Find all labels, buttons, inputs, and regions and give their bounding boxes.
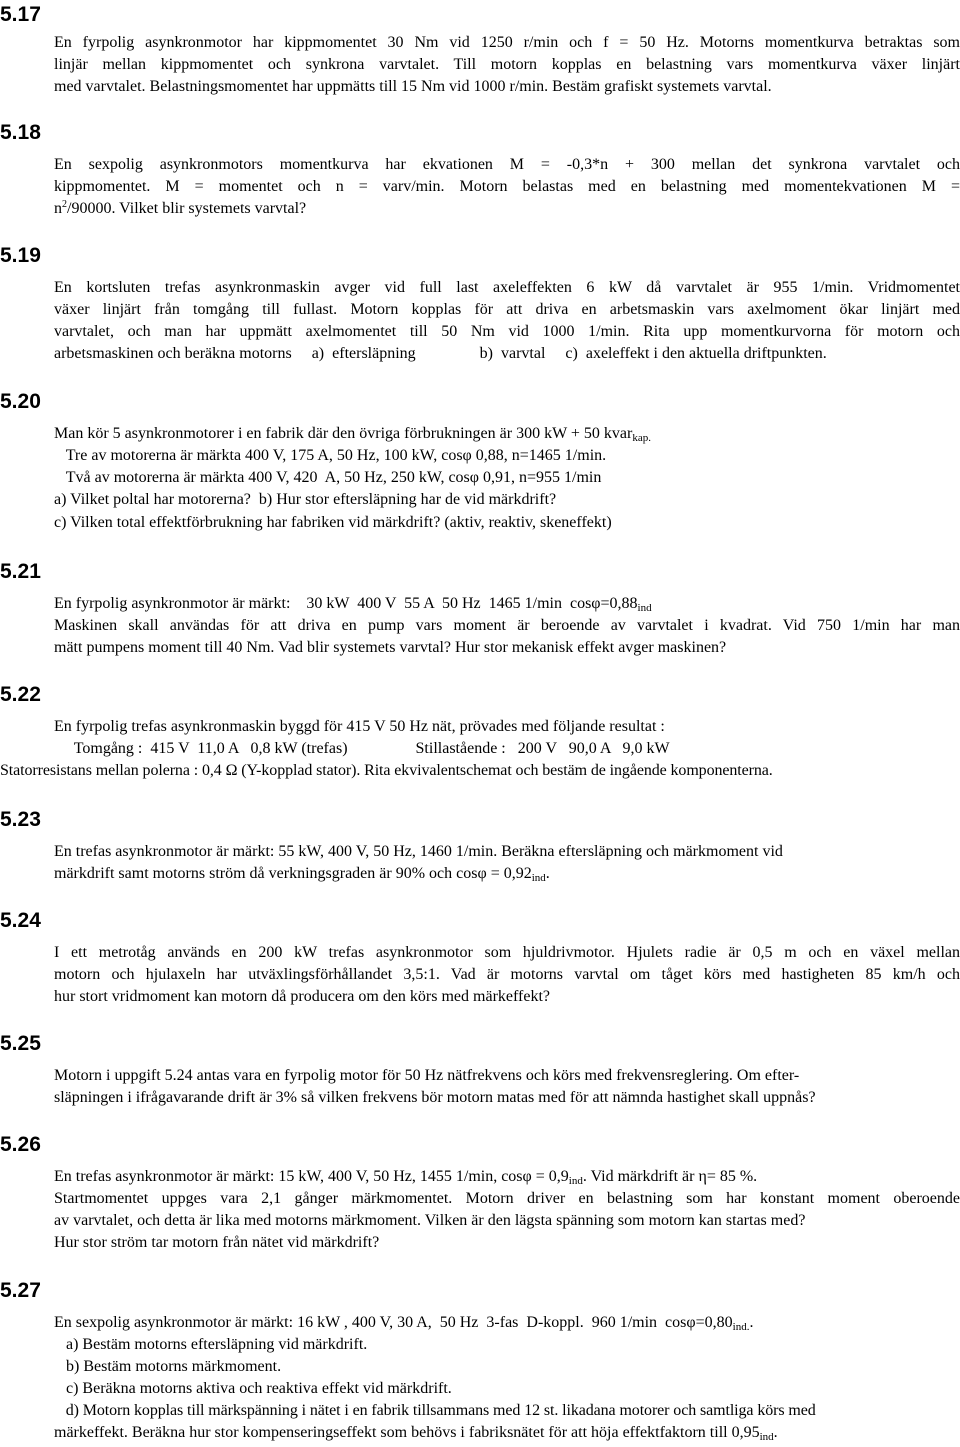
- problem-5-21-line-3: mätt pumpens moment till 40 Nm. Vad blir systemets varvtal? Hur stor mekanisk effekt avger maskinen?: [54, 639, 727, 656]
- problem-5-23-line-1: En trefas asynkronmotor är märkt: 55 kW, 400 V, 50 Hz, 1460 1/min. Beräkna eftersläpning och märkmoment vid: [54, 843, 783, 860]
- line-pre: En trefas asynkronmotor är märkt: 15 kW, 400 V, 50 Hz, 1455 1/min, cosφ = 0,9: [54, 1168, 569, 1185]
- problem-5-17-line-1: En fyrpolig asynkronmotor har kippmomentet 30 Nm vid 1250 r/min och f = 50 Hz. Motorns momentkurva betraktas som: [54, 34, 960, 51]
- line-sub: ind: [637, 602, 652, 614]
- problem-number-5-19: 5.19: [0, 244, 41, 267]
- line-sub: kap.: [632, 432, 651, 444]
- problem-5-24-line-2: motorn och hjulaxeln har utväxlingsförhållandet 3,5:1. Vad är motorns varvtal om tåget körs med hastigheten 85 km/h och: [54, 966, 960, 983]
- problem-5-27-line-5: d) Motorn kopplas till märkspänning i nätet i en fabrik tillsammans med 12 st. likadana motorer och samtliga körs med: [54, 1402, 816, 1419]
- problem-5-27-line-3: b) Bestäm motorns märkmoment.: [54, 1358, 282, 1375]
- problem-5-25-line-2: släpningen i ifrågavarande drift är 3% så vilken frekvens bör motorn matas med för att nämnda hastighet skall uppnås?: [54, 1089, 816, 1106]
- problem-number-5-24: 5.24: [0, 909, 41, 932]
- line-pre: En fyrpolig asynkronmotor är märkt: 30 kW 400 V 55 A 50 Hz 1465 1/min cosφ=0,88: [54, 595, 638, 612]
- problem-5-20-line-5: c) Vilken total effektförbrukning har fabriken vid märkdrift? (aktiv, reaktiv, skeneffekt): [54, 514, 612, 531]
- problem-5-17-line-2: linjär mellan kippmomentet och synkrona varvtalet. Till motorn kopplas en belastning vars momentkurva växer linjärt: [54, 56, 960, 73]
- problem-5-18-line-2: kippmomentet. M = momentet och n = varv/min. Motorn belastas med en belastning med momentekvationen M =: [54, 178, 960, 195]
- problem-5-27-line-1: [54, 1313, 753, 1333]
- line-post: .: [749, 1314, 754, 1331]
- problem-number-5-20: 5.20: [0, 390, 41, 413]
- problem-5-20-line-1: [54, 424, 651, 444]
- line-sub: ind: [568, 1175, 583, 1187]
- problem-5-19-line-4: arbetsmaskinen och beräkna motorns a) eftersläpning b) varvtal c) axeleffekt i den aktuella driftpunkten.: [54, 345, 827, 362]
- problem-5-20-line-2: Tre av motorerna är märkta 400 V, 175 A, 50 Hz, 100 kW, cosφ 0,88, n=1465 1/min.: [54, 447, 607, 464]
- line-sup: 2: [62, 199, 67, 210]
- problem-5-18-line-3: [54, 199, 306, 219]
- line-pre: n: [54, 200, 62, 217]
- line-post: .: [545, 865, 550, 882]
- problem-5-21-line-2: Maskinen skall användas för att driva en pump vars moment är beroende av varvtalet i kvadrat. Vid 750 1/min har man: [54, 617, 960, 634]
- problem-number-5-18: 5.18: [0, 121, 41, 144]
- problem-5-19-line-2: växer linjärt från tomgång till fullast. Motorn kopplas för att driva en arbetsmaskin vars axelmoment ökar linjärt med: [54, 301, 960, 318]
- problem-5-23-line-2: [54, 864, 550, 884]
- problem-5-26-line-1: [54, 1167, 757, 1187]
- problem-5-22-line-1: En fyrpolig trefas asynkronmaskin byggd för 415 V 50 Hz nät, prövades med följande resultat :: [54, 718, 665, 735]
- problem-5-17-line-3: med varvtalet. Belastningsmomentet har uppmätts till 15 Nm vid 1000 r/min. Bestäm grafiskt systemets varvtal.: [54, 78, 772, 95]
- problem-number-5-27: 5.27: [0, 1279, 41, 1302]
- problem-number-5-25: 5.25: [0, 1032, 41, 1055]
- line-sub: ind: [759, 1431, 774, 1443]
- problem-5-19-line-3: varvtalet, och man har uppmätt axelmomentet till 50 Nm vid 1000 1/min. Rita upp momentkurvorna för motorn och: [54, 323, 960, 340]
- problem-5-24-line-3: hur stort vridmoment kan motorn då producera om den körs med märkeffekt?: [54, 988, 551, 1005]
- problem-number-5-22: 5.22: [0, 683, 41, 706]
- problem-5-27-line-6: [54, 1423, 778, 1443]
- problem-5-19-line-1: En kortsluten trefas asynkronmaskin avger vid full last axeleffekten 6 kW då varvtalet är 955 1/min. Vridmomentet: [54, 279, 960, 296]
- problem-5-20-line-4: a) Vilket poltal har motorerna? b) Hur stor eftersläpning har de vid märkdrift?: [54, 491, 557, 508]
- line-pre: märkeffekt. Beräkna hur stor kompenseringseffekt som behövs i fabriksnätet för att höja effektfaktorn till 0,95: [54, 1424, 760, 1441]
- problem-5-26-line-2: Startmomentet uppges vara 2,1 gånger märkmomentet. Motorn driver en belastning som har konstant moment oberoende: [54, 1190, 960, 1207]
- line-sub: ind: [531, 872, 546, 884]
- line-pre: En sexpolig asynkronmotor är märkt: 16 kW , 400 V, 30 A, 50 Hz 3-fas D-koppl. 960 1/min cosφ=0,80: [54, 1314, 733, 1331]
- line-sub: ind.: [732, 1321, 750, 1333]
- problem-5-27-line-2: a) Bestäm motorns eftersläpning vid märkdrift.: [54, 1336, 368, 1353]
- line-pre: märkdrift samt motorns ström då verkningsgraden är 90% och cosφ = 0,92: [54, 865, 532, 882]
- line-post: .: [773, 1424, 778, 1441]
- problem-5-20-line-3: Två av motorerna är märkta 400 V, 420 A, 50 Hz, 250 kW, cosφ 0,91, n=955 1/min: [54, 469, 602, 486]
- problem-number-5-23: 5.23: [0, 808, 41, 831]
- problem-5-22-line-2: Tomgång : 415 V 11,0 A 0,8 kW (trefas) Stillastående : 200 V 90,0 A 9,0 kW: [54, 740, 670, 757]
- problem-5-25-line-1: Motorn i uppgift 5.24 antas vara en fyrpolig motor för 50 Hz nätfrekvens och körs med frekvensreglering. Om efter-: [54, 1067, 800, 1084]
- problem-number-5-26: 5.26: [0, 1133, 41, 1156]
- problem-5-18-line-1: En sexpolig asynkronmotors momentkurva har ekvationen M = -0,3*n + 300 mellan det synkrona varvtalet och: [54, 156, 960, 173]
- problem-5-24-line-1: I ett metrotåg används en 200 kW trefas asynkronmotor som hjuldrivmotor. Hjulets radie är 0,5 m och en växel mellan: [54, 944, 960, 961]
- line-post: /90000. Vilket blir systemets varvtal?: [67, 200, 307, 217]
- problem-5-26-line-3: av varvtalet, och detta är lika med motorns märkmoment. Vilken är den lägsta spänning som motorn kan startas med?: [54, 1212, 806, 1229]
- problem-5-21-line-1: [54, 594, 652, 614]
- problem-5-22-line-3: Statorresistans mellan polerna : 0,4 Ω (Y-kopplad stator). Rita ekvivalentschemat och bestäm de ingående komponenterna.: [0, 762, 773, 779]
- problem-number-5-17: 5.17: [0, 3, 41, 26]
- line-post: . Vid märkdrift är η= 85 %.: [582, 1168, 758, 1185]
- problem-5-26-line-4: Hur stor ström tar motorn från nätet vid märkdrift?: [54, 1234, 380, 1251]
- problem-5-27-line-4: c) Beräkna motorns aktiva och reaktiva effekt vid märkdrift.: [54, 1380, 452, 1397]
- problem-number-5-21: 5.21: [0, 560, 41, 583]
- line-pre: Man kör 5 asynkronmotorer i en fabrik där den övriga förbrukningen är 300 kW + 50 kvar: [54, 425, 633, 442]
